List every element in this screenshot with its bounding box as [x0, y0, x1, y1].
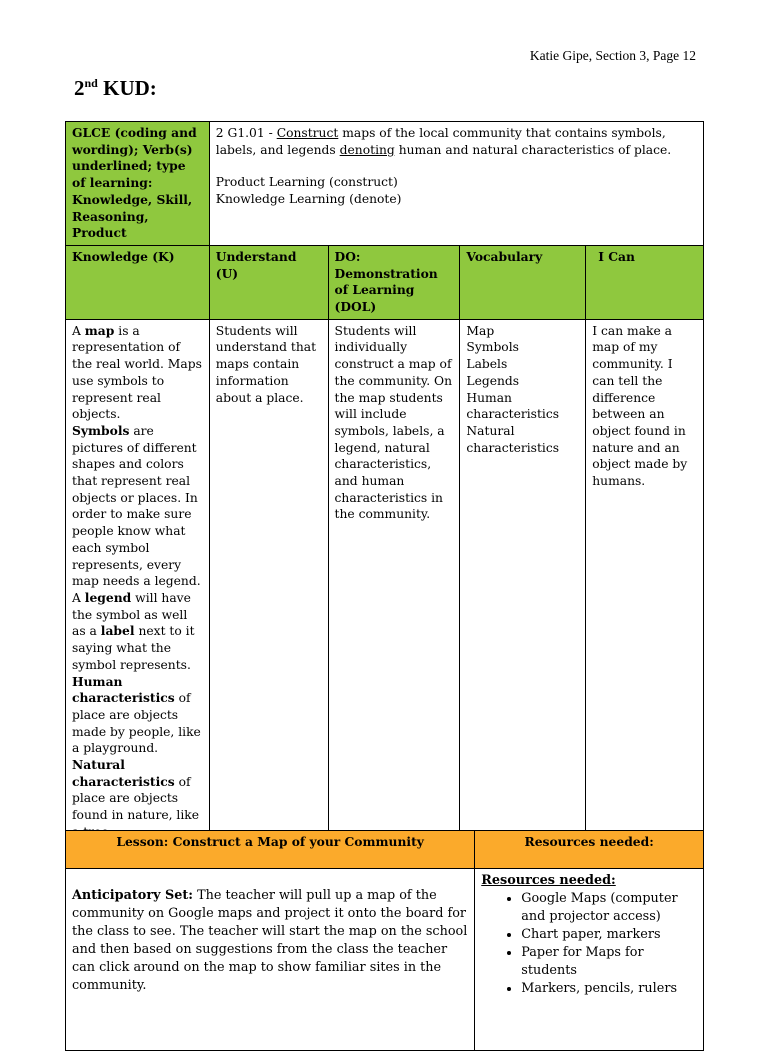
lesson-header: Lesson: Construct a Map of your Community [66, 831, 475, 869]
lesson-content-row [66, 869, 704, 1051]
glce-row [66, 122, 704, 246]
kud-table [65, 121, 704, 852]
ican-cell: I can make a map of my community. I can tell the difference between an object found in nature and an object made by humans. [586, 319, 704, 851]
learning-type-2: Knowledge Learning (denote) [215, 192, 402, 207]
column-header-row [66, 245, 704, 319]
resources-list [481, 890, 697, 998]
vocab-item: Legends [466, 373, 520, 388]
verb-denoting: denoting [339, 142, 395, 157]
lesson-table [65, 830, 704, 1051]
do-cell: Students will individually construct a map of the community. On the map students will include symbols, labels, a legend, natural characteristics, and human characteristics in the community. [328, 319, 460, 851]
resource-item: • Google Maps (computer and projector access) [521, 890, 697, 926]
header-ican: I Can [586, 245, 704, 319]
resources-header: Resources needed: [475, 831, 704, 869]
glce-content-cell [209, 122, 703, 246]
vocab-item: Labels [466, 357, 508, 372]
anticipatory-set-cell: Anticipatory Set: The teacher will pull up a map of the community on Google maps and project it onto the board for the class to see. The teacher will start the map on the school and then based on suggestions from the class the teacher can click around on the map to show familiar sites in the community. [66, 869, 475, 1051]
header-vocabulary: Vocabulary [460, 245, 586, 319]
knowledge-cell: A map is a representation of the real world. Maps use symbols to represent real objects. Symbols are pictures of different shapes and colors that represent real objects or places. In order to make sure people know what each symbol represents, every map needs a legend. A legend will have the symbol as well as a label next to it saying what the symbol represents. Human characteristics of place are objects made by people, like a playground. Natural characteristics of place are objects found in nature, like [66, 319, 210, 851]
header-knowledge: Knowledge (K) [66, 245, 210, 319]
author-line: Katie Gipe, Section 3, Page 12 [529, 48, 696, 63]
resource-item: • Markers, pencils, rulers [521, 980, 697, 998]
resources-title: Resources needed: [481, 873, 616, 888]
understand-cell: Students will understand that maps contain information about a place. [209, 319, 328, 851]
learning-type-1: Product Learning (construct) [215, 175, 398, 190]
anticipatory-set-label: Anticipatory Set: [72, 888, 193, 903]
page-title: 2nd KUD: [74, 76, 157, 100]
glce-label-cell: GLCE (coding and wording); Verb(s) underlined; type of learning: Knowledge, Skill, Reasoning, Product [66, 122, 210, 246]
verb-construct: Construct [276, 126, 339, 140]
content-row [66, 319, 704, 851]
header-do: DO: Demonstration of Learning (DOL) [328, 245, 460, 319]
vocab-item: Natural characteristics [466, 423, 560, 455]
vocab-item: Map [466, 323, 495, 338]
vocab-item: Symbols [466, 340, 519, 355]
glce-standard: 2 G1.01 - Construct maps of the local community that contains symbols, labels, and legends denoting human and natural characteristics of place. [215, 126, 672, 157]
resource-item: • Chart paper, markers [521, 926, 697, 944]
resources-cell [475, 869, 704, 1051]
resource-item: • Paper for Maps for students [521, 944, 697, 980]
vocab-item: Human characteristics [466, 390, 560, 422]
vocabulary-cell [460, 319, 586, 851]
lesson-header-row [66, 831, 704, 869]
header-understand: Understand (U) [209, 245, 328, 319]
